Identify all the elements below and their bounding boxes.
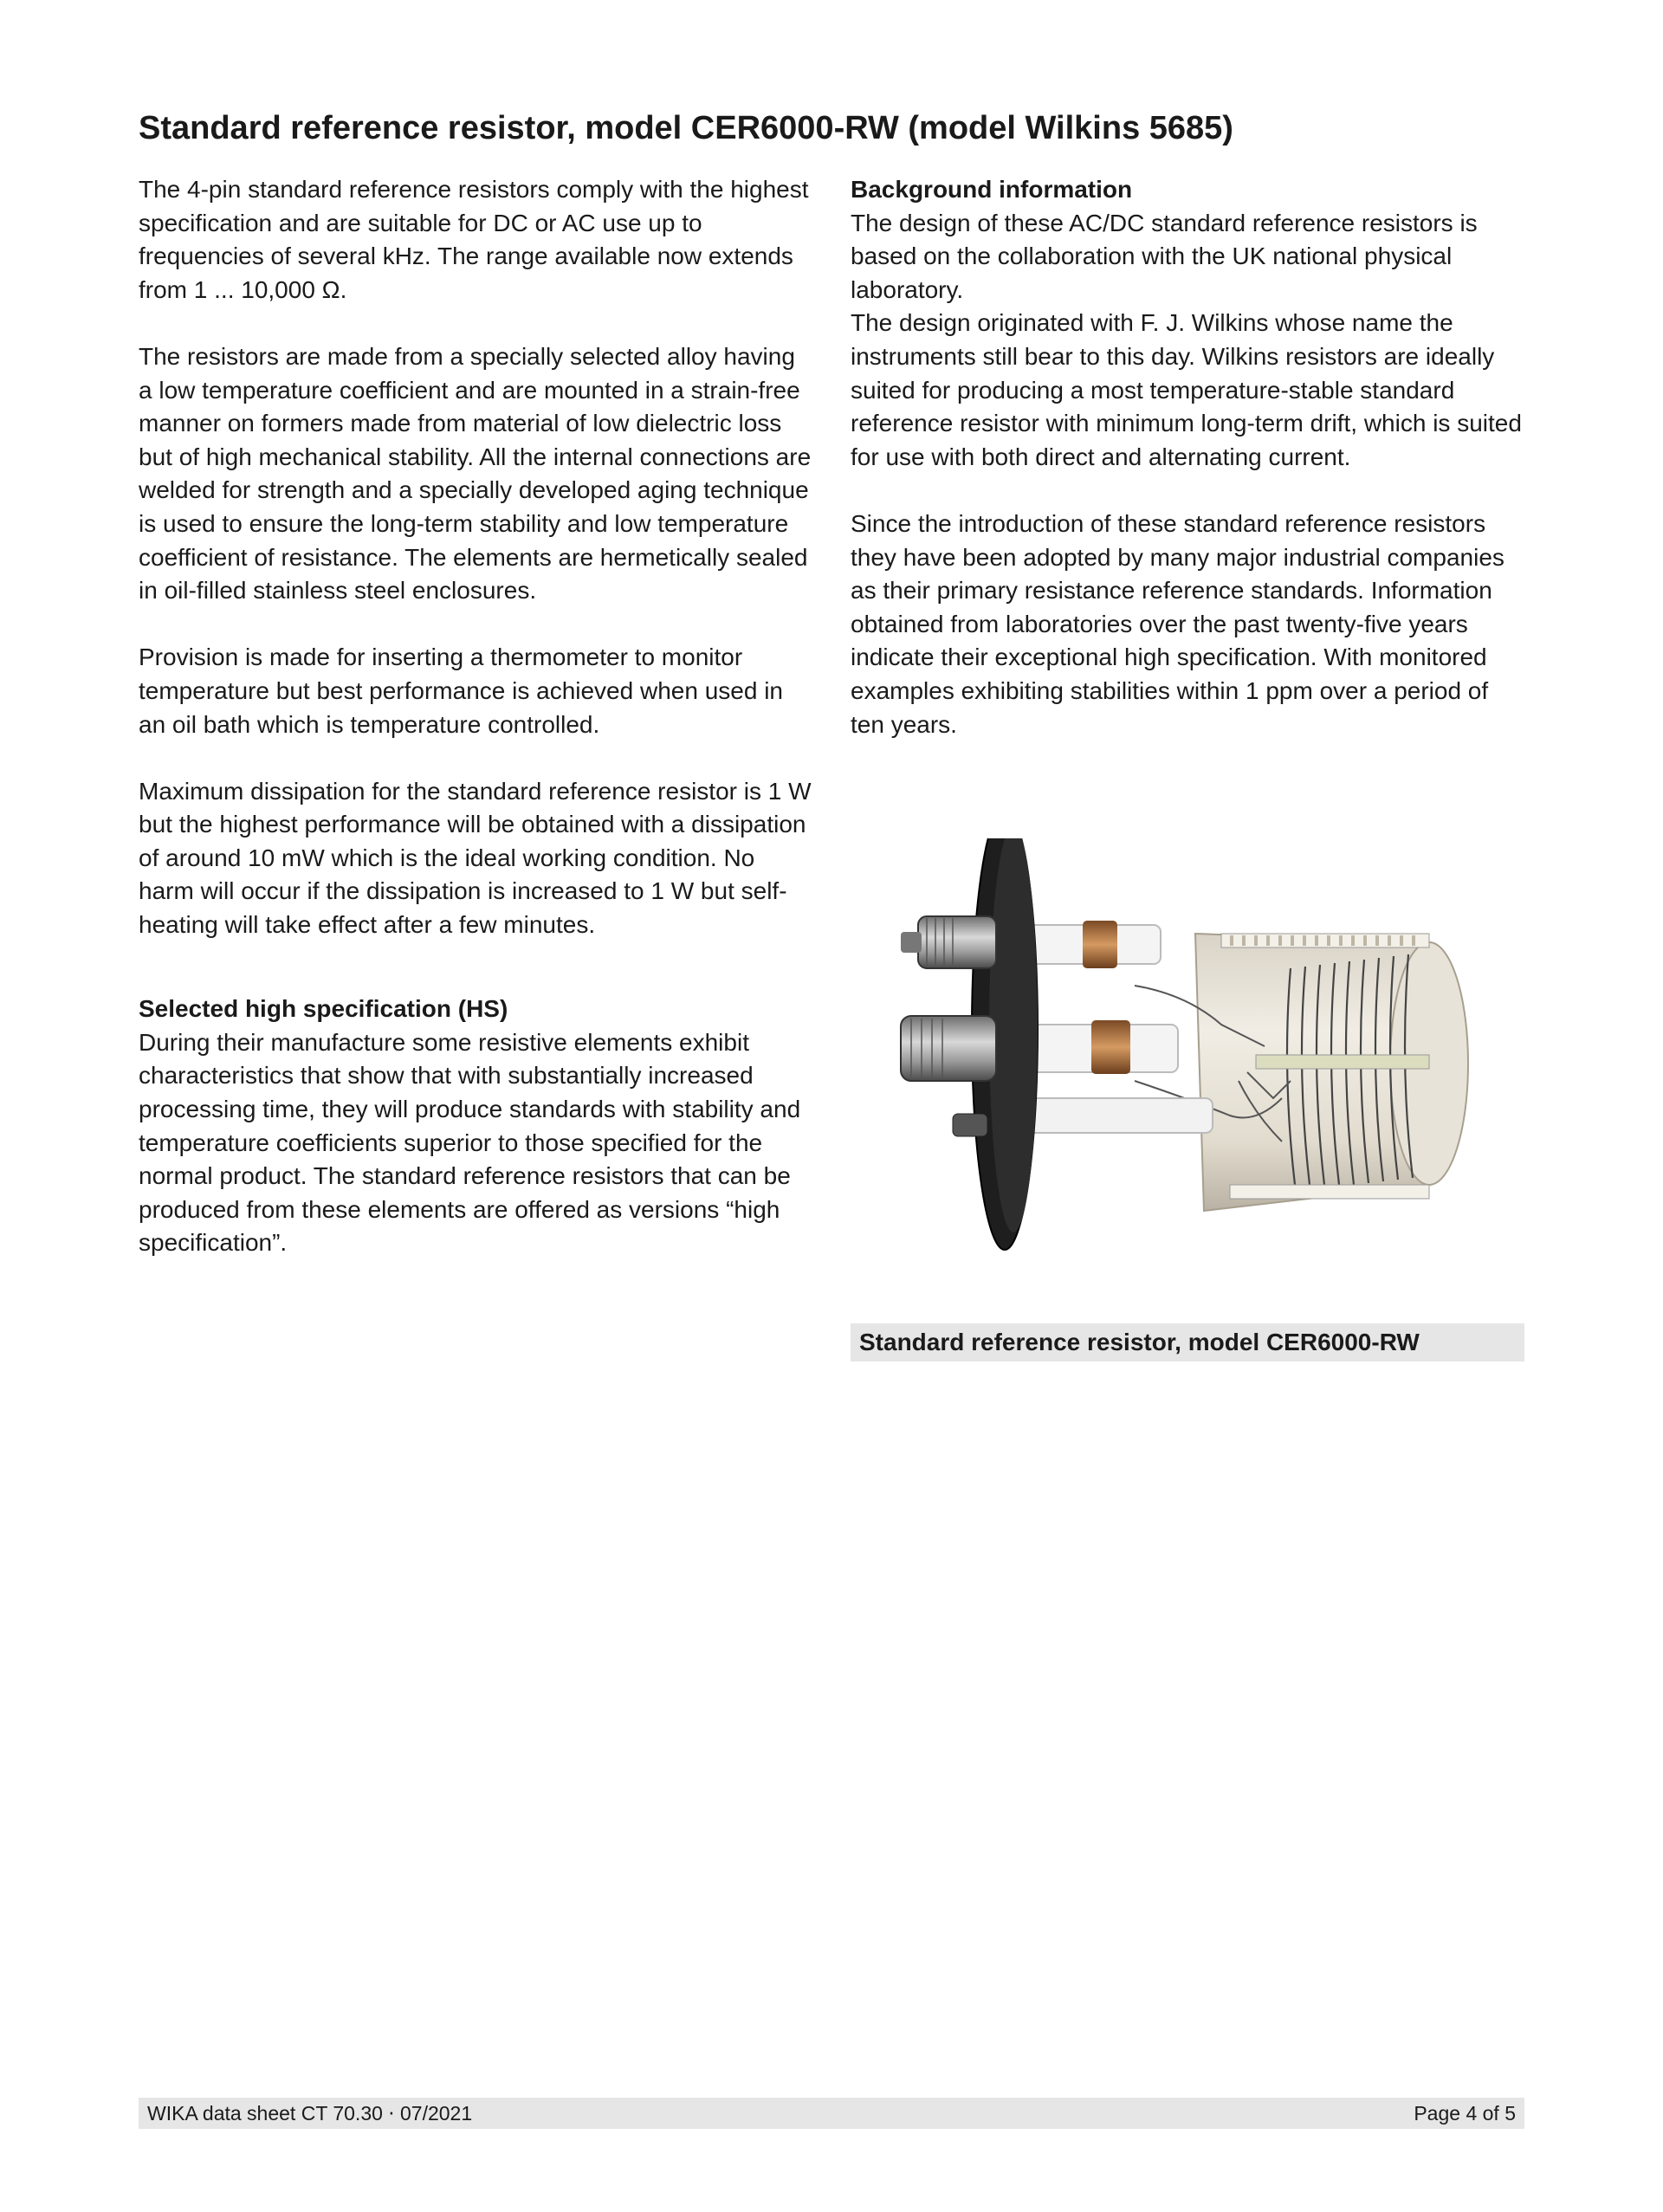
background-paragraph-2: The design originated with F. J. Wilkins whose name the instruments still bear to this day. Wilkins resistors are ideally suited for producing a most temperature-stable standard reference resistor with minimum long-term drift, which is suited for use with both direct and alternating current. — [851, 309, 1522, 470]
resistor-photo — [875, 838, 1498, 1289]
background-paragraph-1: The design of these AC/DC standard reference resistors is based on the collaboration with the UK national physical laboratory. — [851, 209, 1478, 303]
page-title: Standard reference resistor, model CER6000-RW (model Wilkins 5685) — [139, 110, 1233, 146]
left-column — [139, 173, 814, 1260]
page-footer — [139, 2098, 1524, 2129]
construction-paragraph: The resistors are made from a specially selected alloy having a low temperature coefficient and are mounted in a strain-free manner on formers made from material of low dielectric loss but of high mechanical stability. All the internal connections are welded for strength and a specially developed aging technique is used to ensure the long-term stability and low temperature coefficient of resistance. The elements are hermetically sealed in oil-filled stainless steel enclosures. — [139, 342, 812, 605]
hs-paragraph: During their manufacture some resistive elements exhibit characteristics that show that with substantially increased processing time, they will produce standards with stability and temperature coefficients superior to those specified for the normal product. The standard reference resistors that can be produced from these elements are offered as versions “high specification”. — [139, 1028, 801, 1257]
thermometer-paragraph: Provision is made for inserting a thermometer to monitor temperature but best performance is achieved when used in an oil bath which is temperature controlled. — [139, 644, 783, 738]
page-number: Page 4 of 5 — [1414, 2102, 1516, 2125]
background-heading: Background information — [851, 176, 1133, 203]
background-paragraph-3: Since the introduction of these standard reference resistors they have been adopted by many major industrial companies as their primary resistance reference standards. Information obtained from laboratories over the past twenty-five years indicate their exceptional high specification. With monitored examples exhibiting stabilities within 1 ppm over a period of ten years. — [851, 509, 1504, 738]
figure-caption: Standard reference resistor, model CER6000-RW — [851, 1323, 1524, 1361]
hs-heading: Selected high specification (HS) — [139, 995, 508, 1023]
right-column — [851, 173, 1526, 775]
intro-paragraph: The 4-pin standard reference resistors comply with the highest specification and are suitable for DC or AC use up to frequencies of several kHz. The range available now extends from 1 ... 10,000 Ω. — [139, 176, 809, 303]
dissipation-paragraph: Maximum dissipation for the standard reference resistor is 1 W but the highest performance will be obtained with a dissipation of around 10 mW which is the ideal working condition. No harm will occur if the dissipation is increased to 1 W but self-heating will take effect after a few minutes. — [139, 777, 812, 939]
datasheet-reference: WIKA data sheet CT 70.30 ⋅ 07/2021 — [147, 2102, 473, 2125]
